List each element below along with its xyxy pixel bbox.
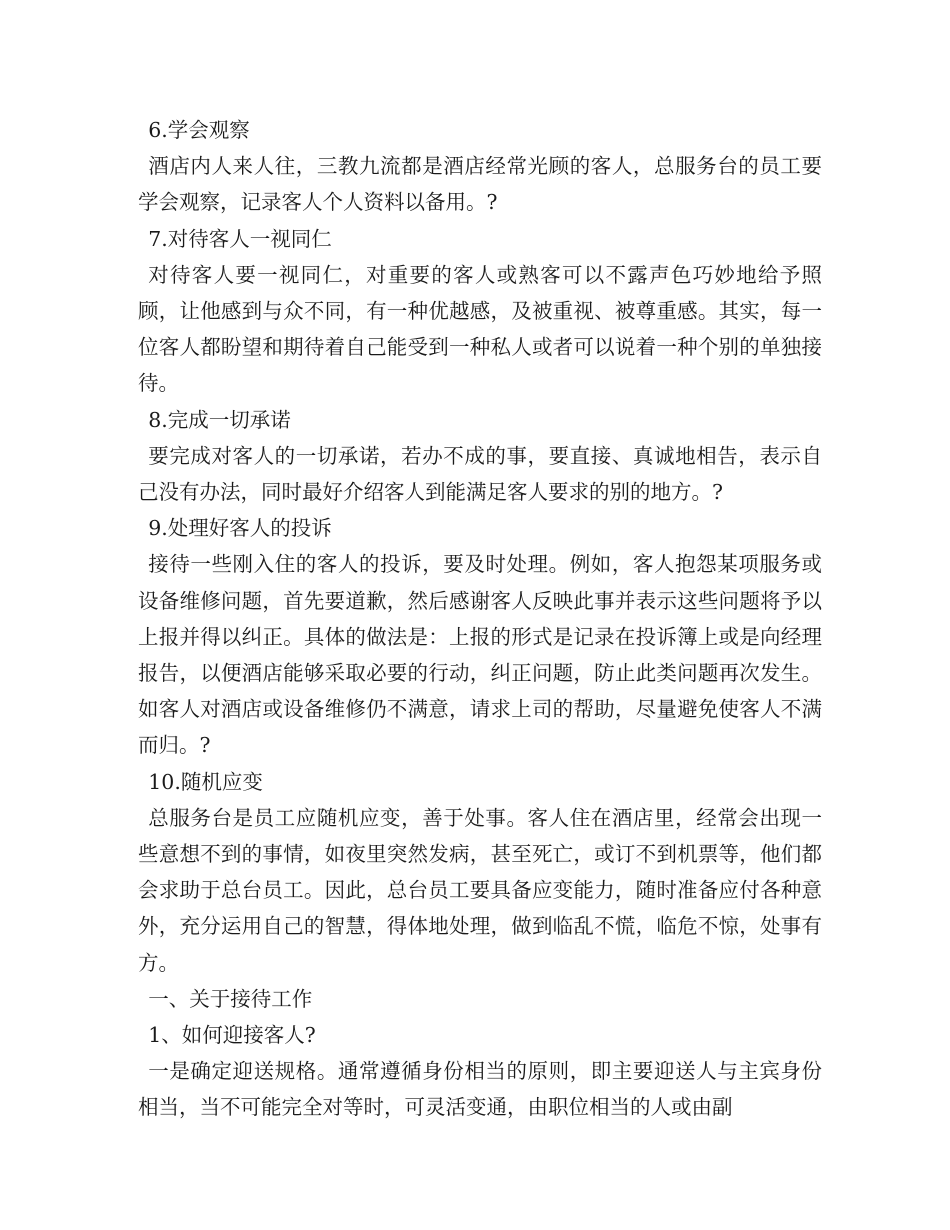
section-heading-9: 9.处理好客人的投诉 [148, 516, 332, 541]
section-heading-8: 8.完成一切承诺 [148, 407, 291, 432]
section-heading-10: 10.随机应变 [148, 769, 263, 794]
subsection-heading-1: 1、如何迎接客人? [148, 1023, 316, 1048]
section-heading-7: 7.对待客人一视同仁 [148, 226, 332, 251]
chapter-heading-reception: 一、关于接待工作 [148, 986, 313, 1011]
document-page [138, 112, 822, 1126]
paragraph-promises: 要完成对客人的一切承诺，若办不成的事，要直接、真诚地相告，表示自己没有办法，同时最好介绍客人到能满足客人要求的别的地方。? [138, 443, 822, 505]
paragraph-observe: 酒店内人来人往，三教九流都是酒店经常光顾的客人，总服务台的员工要学会观察，记录客人个人资料以备用。? [138, 154, 822, 215]
paragraph-adaptability: 总服务台是员工应随机应变，善于处事。客人住在酒店里，经常会出现一些意想不到的事情，如夜里突然发病，甚至死亡，或订不到机票等，他们都会求助于总台员工。因此，总台员工要具备应变能力，随时准备应付各种意外，充分运用自己的智慧，得体地处理，做到临乱不慌，临危不惊，处事有方。 [138, 805, 822, 975]
section-heading-6: 6.学会观察 [148, 118, 250, 142]
paragraph-reception-protocol: 一是确定迎送规格。通常遵循身份相当的原则，即主要迎送人与主宾身份相当，当不可能完全对等时，可灵活变通，由职位相当的人或由副 [138, 1059, 822, 1120]
paragraph-complaints: 接待一些刚入住的客人的投诉，要及时处理。例如，客人抱怨某项服务或设备维修问题，首先要道歉，然后感谢客人反映此事并表示这些问题将予以上报并得以纠正。具体的做法是：上报的形式是记录在投诉簿上或是向经理报告，以便酒店能够采取必要的行动，纠正问题，防止此类问题再次发生。如客人对酒店或设备维修仍不满意，请求上司的帮助，尽量避免使客人不满而归。? [138, 552, 822, 758]
paragraph-equal-treatment: 对待客人要一视同仁，对重要的客人或熟客可以不露声色巧妙地给予照顾，让他感到与众不同，有一种优越感，及被重视、被尊重感。其实，每一位客人都盼望和期待着自己能受到一种私人或者可以说着一种个别的单独接待。 [138, 262, 822, 396]
